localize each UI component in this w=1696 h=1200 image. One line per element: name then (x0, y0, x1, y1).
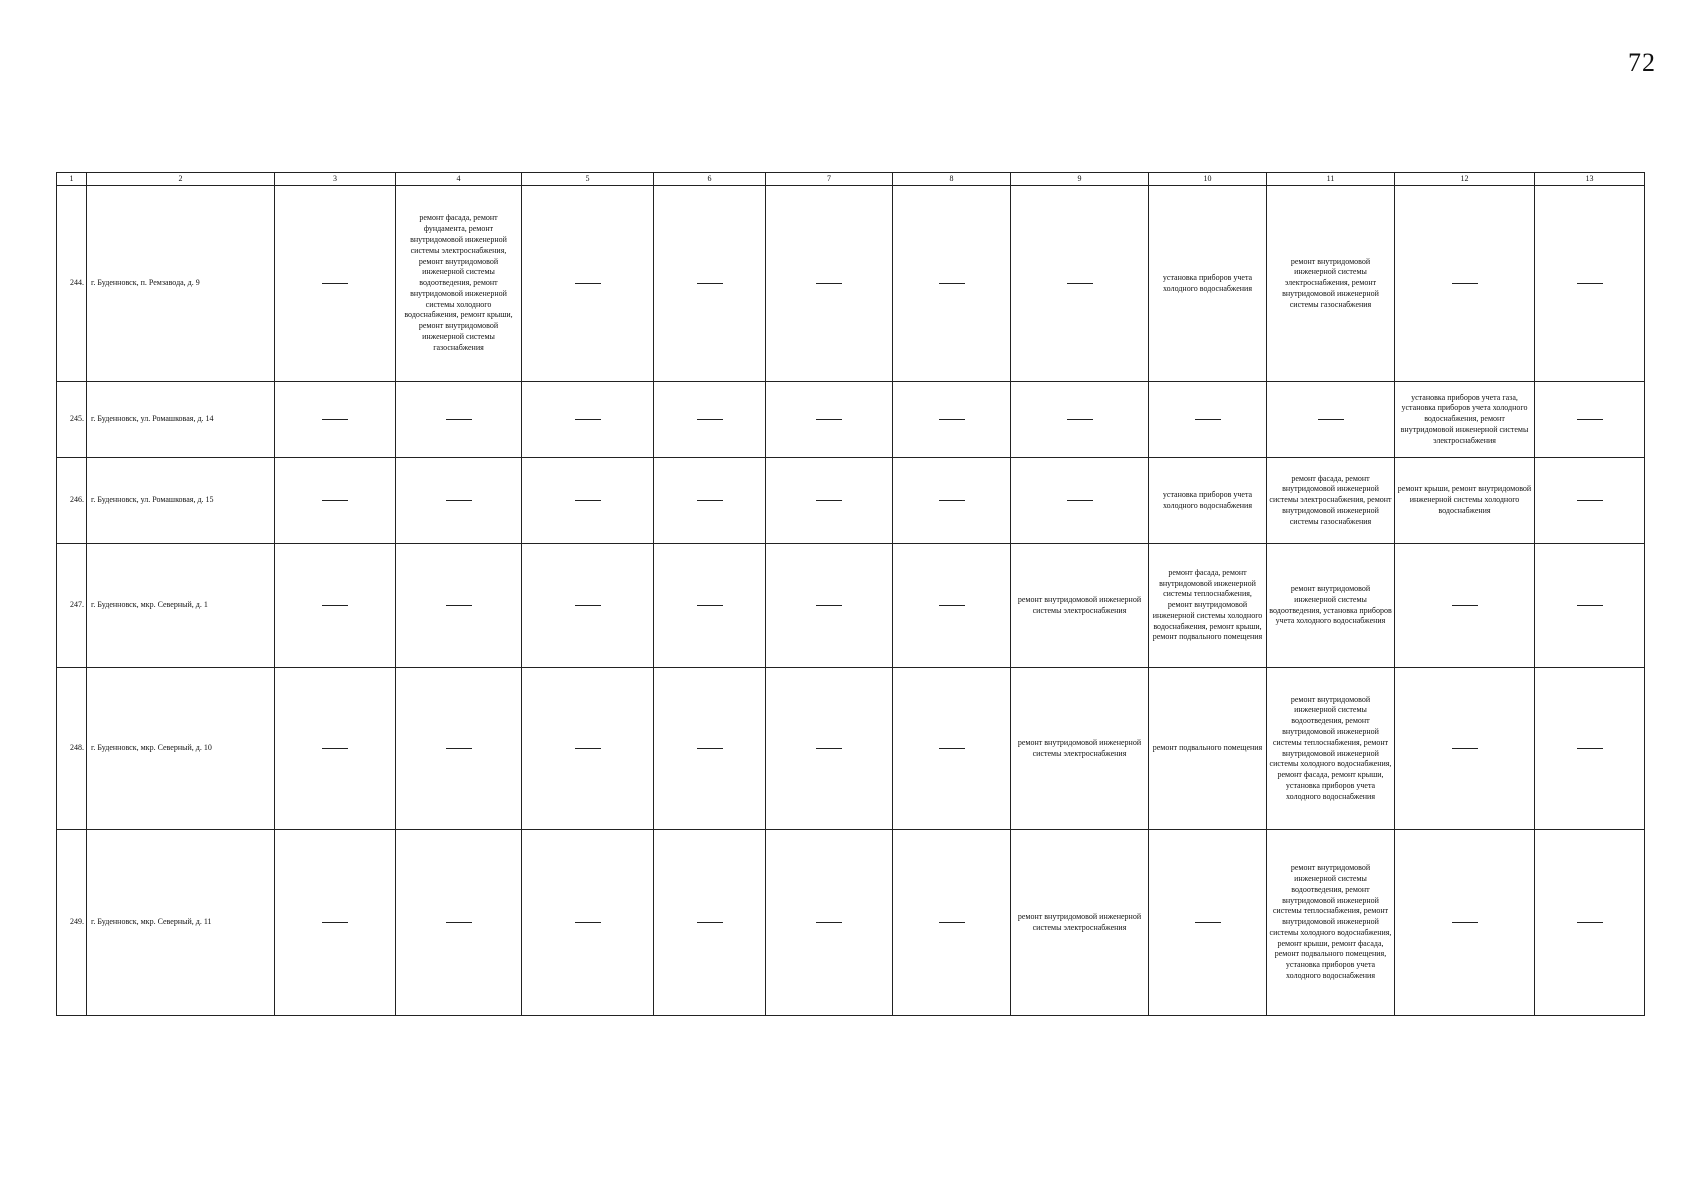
dash-mark (446, 500, 472, 501)
work-description-cell: ремонт внутридомовой инженерной системы водоотведения, ремонт внутридомовой инженерной системы теплоснабжения, ремонт внутридомовой инженерной системы холодного водоснабжения, ремонт фасада, ремонт крыши, установка приборов учета холодного водоснабжения (1267, 668, 1395, 830)
work-description-cell: ремонт фасада, ремонт фундамента, ремонт внутридомовой инженерной системы электроснабжения, ремонт внутридомовой инженерной системы водоотведения, ремонт внутридомовой инженерной системы холодного водоснабжения, ремонт крыши, ремонт внутридомовой инженерной системы газоснабжения (396, 186, 522, 382)
table-row (57, 830, 1645, 1016)
dash-mark (1318, 419, 1344, 420)
dash-mark (446, 922, 472, 923)
empty-cell (275, 458, 396, 544)
address-cell: г. Буденновск, мкр. Северный, д. 1 (87, 544, 275, 668)
work-description-cell: установка приборов учета холодного водоснабжения (1149, 186, 1267, 382)
column-header: 1 (57, 173, 87, 186)
dash-mark (816, 283, 842, 284)
dash-mark (697, 748, 723, 749)
dash-mark (816, 922, 842, 923)
empty-cell (654, 382, 766, 458)
dash-mark (446, 419, 472, 420)
empty-cell (893, 458, 1011, 544)
dash-mark (939, 419, 965, 420)
column-header: 11 (1267, 173, 1395, 186)
repair-schedule-table (56, 172, 1645, 1016)
dash-mark (575, 748, 601, 749)
work-description-cell: ремонт подвального помещения (1149, 668, 1267, 830)
table-row (57, 668, 1645, 830)
dash-mark (575, 605, 601, 606)
dash-mark (1452, 922, 1478, 923)
row-number: 244. (57, 186, 87, 382)
empty-cell (1395, 544, 1535, 668)
empty-cell (396, 668, 522, 830)
dash-mark (1577, 283, 1603, 284)
dash-mark (322, 605, 348, 606)
empty-cell (396, 544, 522, 668)
empty-cell (275, 830, 396, 1016)
empty-cell (1535, 544, 1645, 668)
empty-cell (522, 458, 654, 544)
column-header: 6 (654, 173, 766, 186)
empty-cell (766, 458, 893, 544)
row-number: 247. (57, 544, 87, 668)
empty-cell (522, 830, 654, 1016)
column-header: 5 (522, 173, 654, 186)
empty-cell (654, 186, 766, 382)
column-header: 2 (87, 173, 275, 186)
table-row (57, 544, 1645, 668)
dash-mark (1067, 283, 1093, 284)
dash-mark (1577, 419, 1603, 420)
column-header: 10 (1149, 173, 1267, 186)
empty-cell (396, 382, 522, 458)
empty-cell (522, 668, 654, 830)
work-description-cell: ремонт внутридомовой инженерной системы электроснабжения (1011, 830, 1149, 1016)
dash-mark (697, 419, 723, 420)
empty-cell (766, 186, 893, 382)
work-description-cell: ремонт внутридомовой инженерной системы электроснабжения, ремонт внутридомовой инженерной системы газоснабжения (1267, 186, 1395, 382)
dash-mark (697, 283, 723, 284)
dash-mark (939, 748, 965, 749)
dash-mark (575, 283, 601, 284)
empty-cell (275, 186, 396, 382)
empty-cell (1149, 830, 1267, 1016)
empty-cell (1395, 830, 1535, 1016)
empty-cell (1535, 458, 1645, 544)
empty-cell (1149, 382, 1267, 458)
dash-mark (322, 748, 348, 749)
empty-cell (893, 668, 1011, 830)
empty-cell (893, 830, 1011, 1016)
empty-cell (1395, 186, 1535, 382)
dash-mark (575, 419, 601, 420)
dash-mark (575, 500, 601, 501)
empty-cell (1535, 186, 1645, 382)
dash-mark (575, 922, 601, 923)
dash-mark (1577, 605, 1603, 606)
dash-mark (322, 922, 348, 923)
work-description-cell: ремонт внутридомовой инженерной системы водоотведения, ремонт внутридомовой инженерной системы теплоснабжения, ремонт внутридомовой инженерной системы холодного водоснабжения, ремонт крыши, ремонт фасада, ремонт подвального помещения, установка приборов учета холодного водоснабжения (1267, 830, 1395, 1016)
column-header: 12 (1395, 173, 1535, 186)
dash-mark (1452, 605, 1478, 606)
column-header: 4 (396, 173, 522, 186)
empty-cell (522, 186, 654, 382)
empty-cell (275, 382, 396, 458)
dash-mark (1067, 419, 1093, 420)
address-cell: г. Буденновск, мкр. Северный, д. 10 (87, 668, 275, 830)
dash-mark (322, 283, 348, 284)
work-description-cell: установка приборов учета газа, установка приборов учета холодного водоснабжения, ремонт внутридомовой инженерной системы электроснабжения (1395, 382, 1535, 458)
dash-mark (446, 748, 472, 749)
empty-cell (766, 544, 893, 668)
row-number: 249. (57, 830, 87, 1016)
dash-mark (939, 500, 965, 501)
dash-mark (1067, 500, 1093, 501)
empty-cell (654, 668, 766, 830)
header-row (57, 173, 1645, 186)
dash-mark (697, 605, 723, 606)
dash-mark (1452, 748, 1478, 749)
empty-cell (275, 668, 396, 830)
empty-cell (654, 458, 766, 544)
dash-mark (939, 605, 965, 606)
address-cell: г. Буденновск, п. Ремзавода, д. 9 (87, 186, 275, 382)
table-row (57, 186, 1645, 382)
dash-mark (816, 605, 842, 606)
empty-cell (522, 544, 654, 668)
empty-cell (1535, 668, 1645, 830)
work-description-cell: ремонт фасада, ремонт внутридомовой инженерной системы теплоснабжения, ремонт внутридомовой инженерной системы холодного водоснабжения, ремонт крыши, ремонт подвального помещения (1149, 544, 1267, 668)
empty-cell (893, 186, 1011, 382)
table-row (57, 382, 1645, 458)
empty-cell (766, 668, 893, 830)
work-description-cell: ремонт внутридомовой инженерной системы электроснабжения (1011, 668, 1149, 830)
dash-mark (1195, 419, 1221, 420)
empty-cell (1267, 382, 1395, 458)
dash-mark (1577, 500, 1603, 501)
dash-mark (322, 419, 348, 420)
work-description-cell: установка приборов учета холодного водоснабжения (1149, 458, 1267, 544)
empty-cell (1535, 382, 1645, 458)
dash-mark (939, 283, 965, 284)
empty-cell (1011, 458, 1149, 544)
row-number: 248. (57, 668, 87, 830)
page-number: 72 (1628, 48, 1656, 77)
empty-cell (1535, 830, 1645, 1016)
dash-mark (322, 500, 348, 501)
table-row (57, 458, 1645, 544)
dash-mark (697, 500, 723, 501)
empty-cell (766, 382, 893, 458)
empty-cell (654, 544, 766, 668)
dash-mark (1195, 922, 1221, 923)
empty-cell (893, 382, 1011, 458)
dash-mark (816, 500, 842, 501)
work-description-cell: ремонт внутридомовой инженерной системы водоотведения, установка приборов учета холодного водоснабжения (1267, 544, 1395, 668)
empty-cell (893, 544, 1011, 668)
empty-cell (1395, 668, 1535, 830)
row-number: 246. (57, 458, 87, 544)
dash-mark (1452, 283, 1478, 284)
dash-mark (939, 922, 965, 923)
column-header: 3 (275, 173, 396, 186)
dash-mark (1577, 748, 1603, 749)
address-cell: г. Буденновск, ул. Ромашковая, д. 15 (87, 458, 275, 544)
empty-cell (654, 830, 766, 1016)
dash-mark (1577, 922, 1603, 923)
work-description-cell: ремонт фасада, ремонт внутридомовой инженерной системы электроснабжения, ремонт внутридомовой инженерной системы газоснабжения (1267, 458, 1395, 544)
empty-cell (275, 544, 396, 668)
work-description-cell: ремонт крыши, ремонт внутридомовой инженерной системы холодного водоснабжения (1395, 458, 1535, 544)
dash-mark (697, 922, 723, 923)
empty-cell (1011, 186, 1149, 382)
column-header: 9 (1011, 173, 1149, 186)
dash-mark (446, 605, 472, 606)
row-number: 245. (57, 382, 87, 458)
column-header: 13 (1535, 173, 1645, 186)
empty-cell (396, 830, 522, 1016)
empty-cell (766, 830, 893, 1016)
column-header: 8 (893, 173, 1011, 186)
empty-cell (522, 382, 654, 458)
column-header: 7 (766, 173, 893, 186)
dash-mark (816, 748, 842, 749)
work-description-cell: ремонт внутридомовой инженерной системы электроснабжения (1011, 544, 1149, 668)
address-cell: г. Буденновск, мкр. Северный, д. 11 (87, 830, 275, 1016)
dash-mark (816, 419, 842, 420)
empty-cell (1011, 382, 1149, 458)
address-cell: г. Буденновск, ул. Ромашковая, д. 14 (87, 382, 275, 458)
empty-cell (396, 458, 522, 544)
